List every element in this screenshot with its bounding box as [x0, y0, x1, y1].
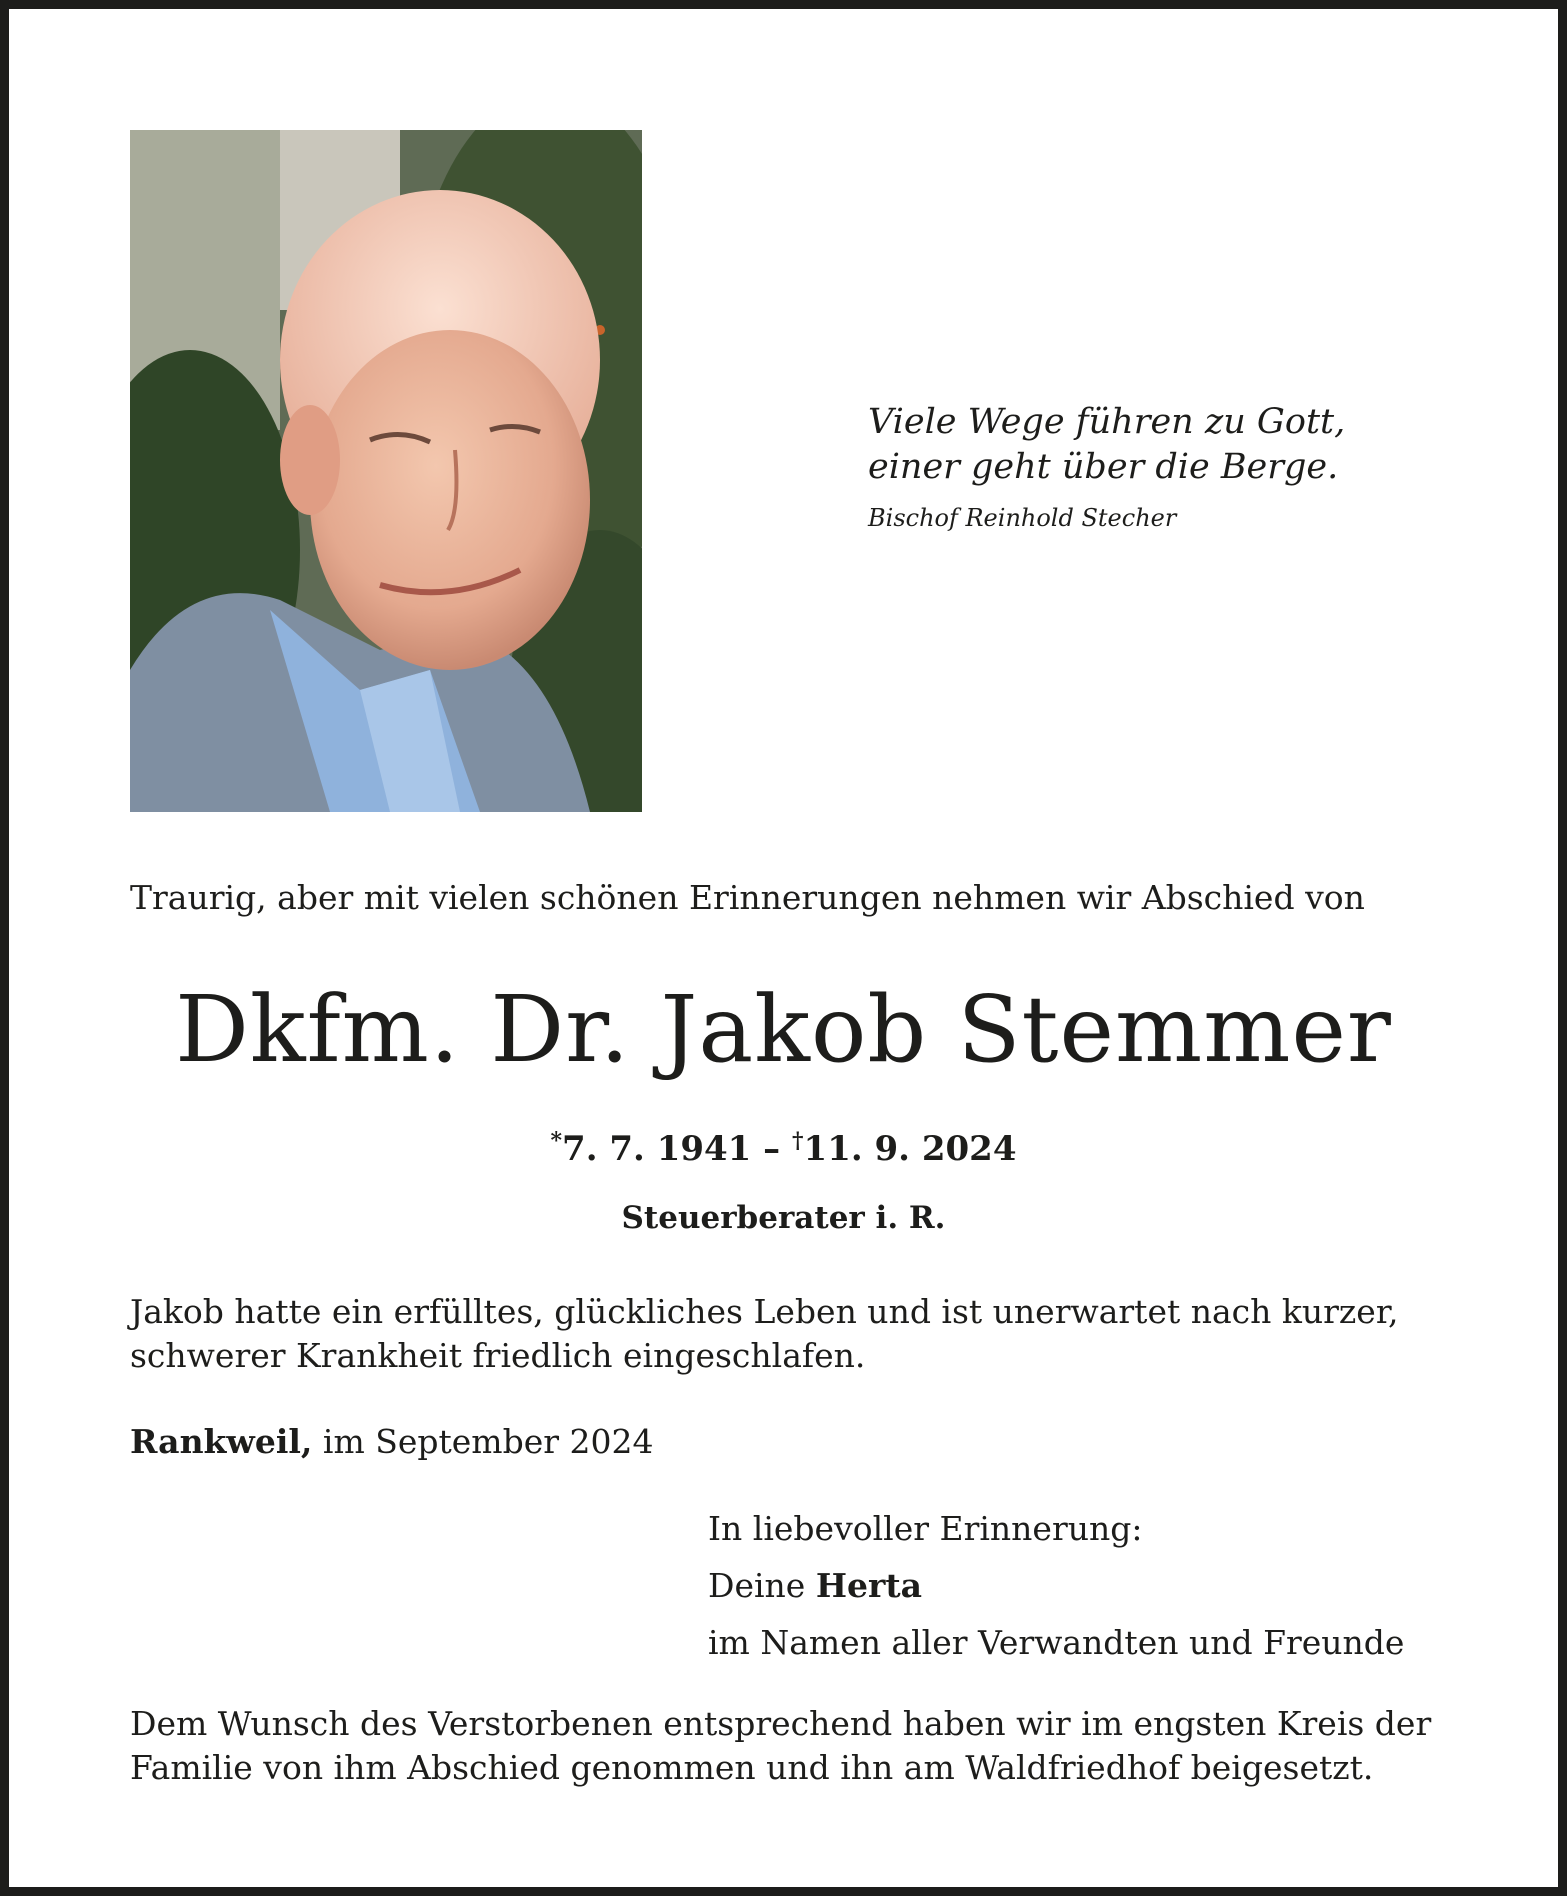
- place-month: im September 2024: [322, 1422, 654, 1461]
- quote-line-1: Viele Wege führen zu Gott,: [868, 402, 1346, 442]
- profession: Steuerberater i. R.: [621, 1200, 946, 1236]
- quote-author: Bischof Reinhold Stecher: [868, 504, 1177, 532]
- body-line-1: Jakob hatte ein erfülltes, glückliches Leben und ist unerwartet nach kurzer,: [130, 1292, 1399, 1331]
- sign-prefix: Deine: [708, 1566, 806, 1605]
- sign-line-3: im Namen aller Verwandten und Freunde: [708, 1623, 1405, 1662]
- death-date: 11. 9. 2024: [803, 1129, 1017, 1169]
- date-separator: –: [763, 1129, 781, 1169]
- life-dates: [0, 1118, 1567, 1172]
- sign-line-2: [708, 1557, 1404, 1614]
- deceased-name: Dkfm. Dr. Jakob Stemmer: [175, 976, 1392, 1083]
- closing-line-1: Dem Wunsch des Verstorbenen entsprechend haben wir im engsten Kreis der: [130, 1704, 1432, 1743]
- quote-block: [868, 400, 1388, 534]
- place-date: [130, 1420, 653, 1464]
- closing-line-2: Familie von ihm Abschied genommen und ihn am Waldfriedhof beigesetzt.: [130, 1748, 1374, 1787]
- intro-text: Traurig, aber mit vielen schönen Erinnerungen nehmen wir Abschied von: [130, 878, 1365, 917]
- quote-line-2: einer geht über die Berge.: [868, 447, 1339, 487]
- place-town: Rankweil,: [130, 1422, 313, 1461]
- signature-block: [708, 1500, 1404, 1671]
- body-text: [130, 1290, 1450, 1378]
- portrait-photo: [130, 130, 642, 812]
- birth-symbol: *: [550, 1128, 563, 1154]
- birth-date: 7. 7. 1941: [562, 1129, 752, 1169]
- death-symbol: †: [792, 1128, 804, 1154]
- body-line-2: schwerer Krankheit friedlich eingeschlafen.: [130, 1336, 866, 1375]
- closing-text: [130, 1702, 1450, 1790]
- sign-name: Herta: [815, 1566, 923, 1605]
- sign-line-1: In liebevoller Erinnerung:: [708, 1509, 1143, 1548]
